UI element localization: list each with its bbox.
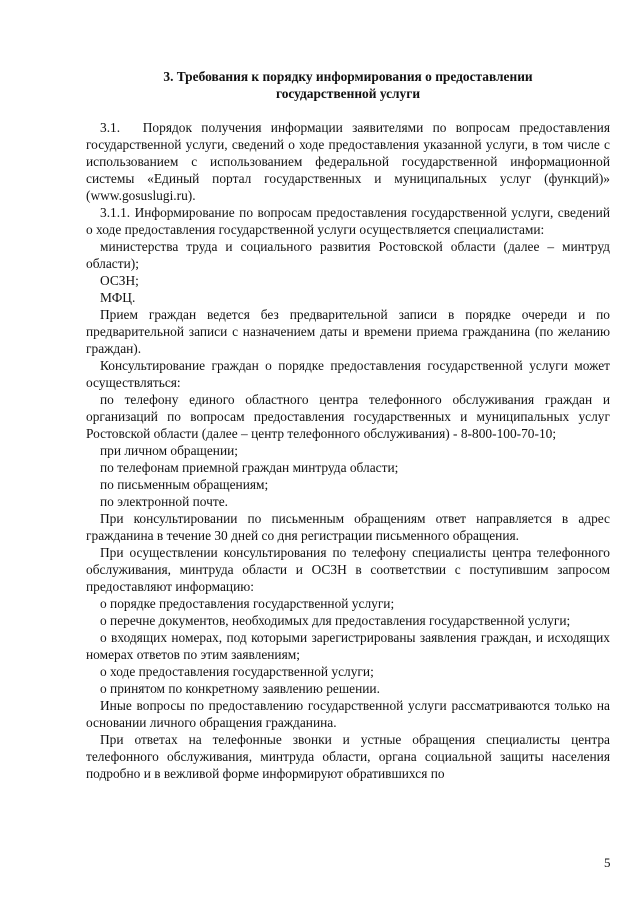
list-item-call-center: по телефону единого областного центра телефонного обслуживания граждан и организаций по вопросам предоставления государственных и муниципальных услуг Ростовской области (далее – центр телефонного обслуживания) - 8-800-100-70-10; [86, 392, 610, 441]
paragraph-consulting-methods: Консультирование граждан о порядке предоставления государственной услуги может осуществляться: [86, 358, 610, 390]
page-content [86, 68, 610, 782]
paragraph-phone-answers: При ответах на телефонные звонки и устные обращения специалисты центра телефонного обслуживания, минтруда области, органа социальной защиты населения подробно и в вежливой форме информируют обратившихся по [86, 732, 610, 781]
paragraph-reception: Прием граждан ведется без предварительной записи в порядке очереди и по предварительной записи с назначением даты и времени приема гражданина (по желанию граждан). [86, 307, 610, 356]
list-item-service-procedure: о порядке предоставления государственной услуги; [100, 596, 395, 611]
list-item-document-list: о перечне документов, необходимых для предоставления государственной услуги; [100, 613, 571, 628]
list-item-oszn: ОСЗН; [100, 273, 139, 288]
list-item-personal-visit: при личном обращении; [100, 443, 239, 458]
section-heading-line-1: 3. Требования к порядку информирования о предоставлении [163, 69, 533, 84]
paragraph-phone-consulting: При осуществлении консультирования по телефону специалисты центра телефонного обслуживания, минтруда области и ОСЗН в соответствии с поступившим запросом предоставляют информацию: [86, 545, 610, 594]
page-number: 5 [604, 855, 611, 870]
paragraph-other-questions: Иные вопросы по предоставлению государственной услуги рассматриваются только на основании личного обращения гражданина. [86, 698, 610, 730]
paragraph-3-1-1: 3.1.1. Информирование по вопросам предоставления государственной услуги, сведений о ходе предоставления государственной услуги осуществляется специалистами: [86, 205, 610, 237]
paragraph-written-response: При консультировании по письменным обращениям ответ направляется в адрес гражданина в течение 30 дней со дня регистрации письменного обращения. [86, 511, 610, 543]
section-heading [86, 68, 610, 102]
list-item-service-progress: о ходе предоставления государственной услуги; [100, 664, 374, 679]
list-item-reception-phone: по телефонам приемной граждан минтруда области; [100, 460, 399, 475]
list-item-mintrud: министерства труда и социального развития Ростовской области (далее – минтруд области); [86, 239, 610, 271]
list-item-email: по электронной почте. [100, 494, 229, 509]
section-heading-line-2: государственной услуги [275, 86, 421, 101]
paragraph-3-1: 3.1. Порядок получения информации заявителями по вопросам предоставления государственной услуги, сведений о ходе предоставления указанной услуги, в том числе с использованием с использованием федеральной государственной информационной системы «Единый портал государственных и муниципальных услуг (функций)» (www.gosuslugi.ru). [86, 120, 610, 203]
list-item-registration-numbers: о входящих номерах, под которыми зарегистрированы заявления граждан, и исходящих номерах ответов по этим заявлениям; [86, 630, 610, 662]
list-item-decision: о принятом по конкретному заявлению решении. [100, 681, 380, 696]
list-item-mfc: МФЦ. [100, 290, 136, 305]
list-item-written-requests: по письменным обращениям; [100, 477, 269, 492]
